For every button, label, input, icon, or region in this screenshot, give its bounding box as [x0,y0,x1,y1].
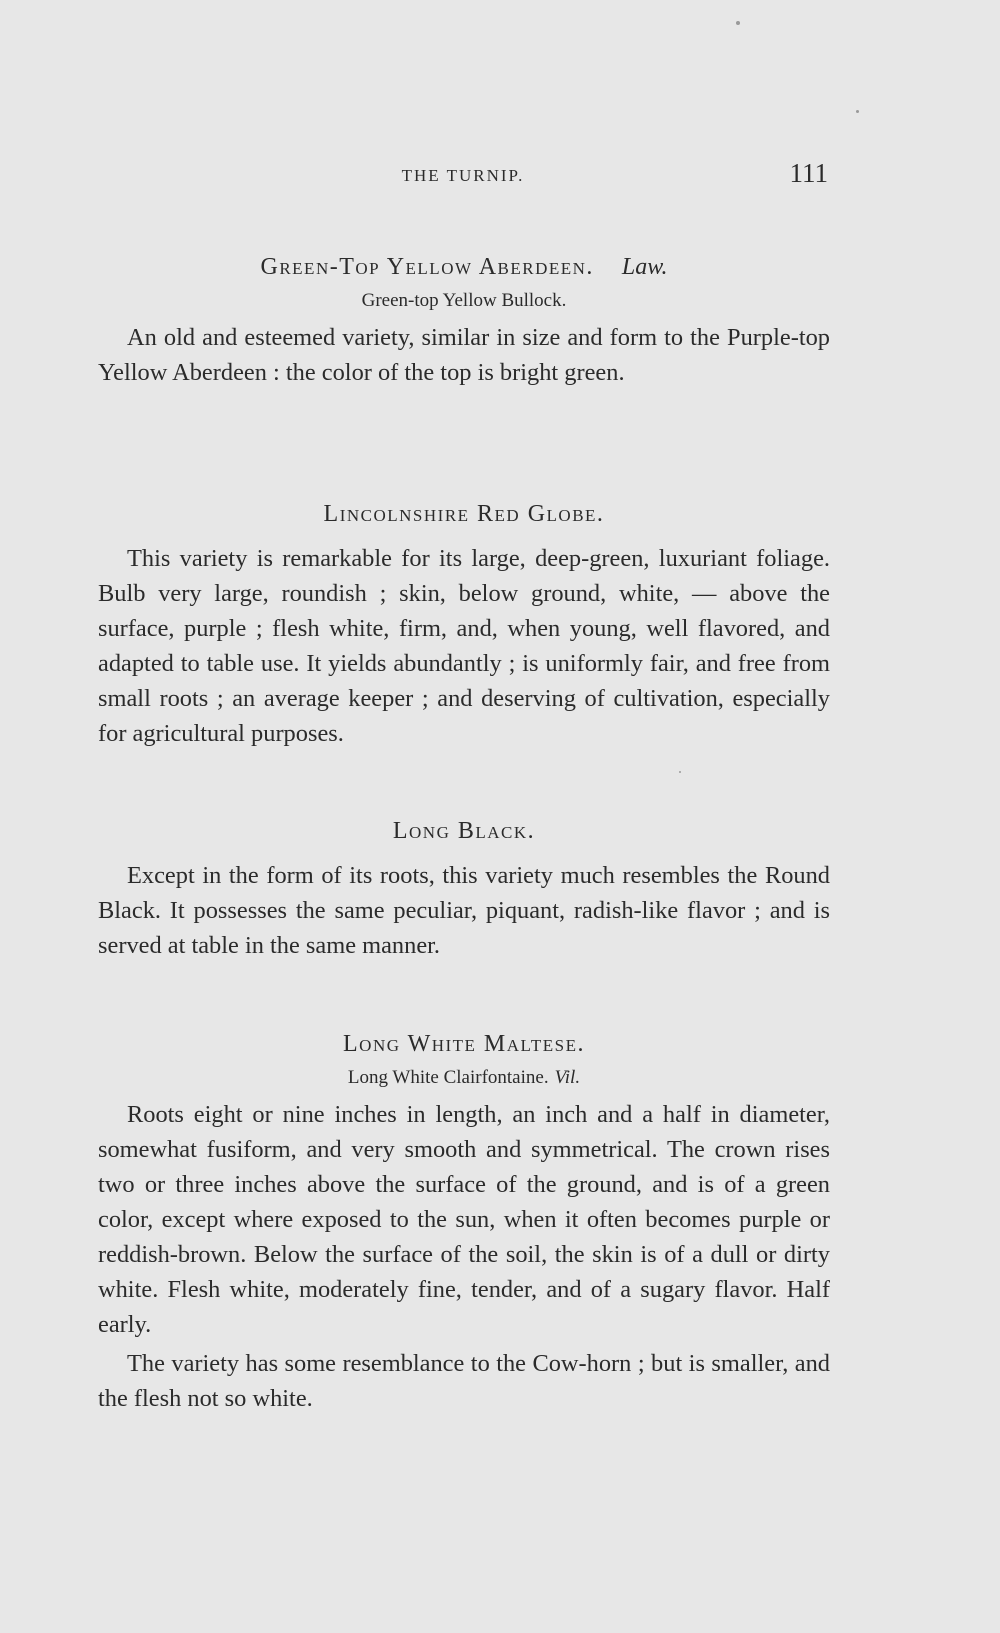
entry-paragraph: Roots eight or nine inches in length, an inch and a half in diameter, somewhat fusiform, and very smooth and symmetrical. The crown rises two or three inches above the surface of the ground, and is of a green color, except where exposed to the sun, when it often becomes purple or reddish-brown. Below the surface of the soil, the skin is of a dull or dirty white. Flesh white, moderately fine, tender, and of a sugary flavor. Half early. [98,1101,830,1338]
entry-title: Lincolnshire Red Globe. [323,501,605,527]
entry-synonym [98,1065,830,1091]
entry-synonym-author: Vil. [554,1067,581,1088]
entry-author: Law. [621,254,668,280]
entry-title-text: Green-Top Yellow Aberdeen. [260,254,594,280]
paper-speck [679,771,681,773]
entry-green-top-yellow-aberdeen [98,250,830,390]
entry-title [98,250,830,284]
running-head [98,158,828,192]
entry-lincolnshire-red-globe [98,497,830,751]
page-number: 111 [789,158,828,188]
entry-paragraph: Except in the form of its roots, this variety much resembles the Round Black. It possesses the same peculiar, piquant, radish-like flavor ; and is served at table in the same manner. [98,862,830,959]
entry-paragraph: This variety is remarkable for its large, deep-green, luxuriant foliage. Bulb very large, roundish ; skin, below ground, white, — above the surface, purple ; flesh white, firm, and, when young, well flavored, and adapted to table use. It yields abundantly ; is uniformly fair, and free from small roots ; an average keeper ; and deserving of cultivation, especially for agricultural purposes. [98,545,830,747]
entry-title: Long White Maltese. [343,1031,585,1057]
entry-synonym: Green-top Yellow Bullock. [361,290,567,311]
entry-paragraph: The variety has some resemblance to the Cow-horn ; but is smaller, and the flesh not so white. [98,1350,830,1412]
entry-long-white-maltese [98,1027,830,1416]
running-title: THE TURNIP. [401,166,525,185]
paper-speck [856,110,859,113]
entry-title: Long Black. [392,818,536,844]
entry-long-black [98,814,830,963]
paper-speck [736,21,740,25]
entry-paragraph: An old and esteemed variety, similar in size and form to the Purple-top Yellow Aberdeen : the color of the top is bright green. [98,324,830,386]
entry-synonym-text: Long White Clairfontaine. [347,1067,549,1088]
